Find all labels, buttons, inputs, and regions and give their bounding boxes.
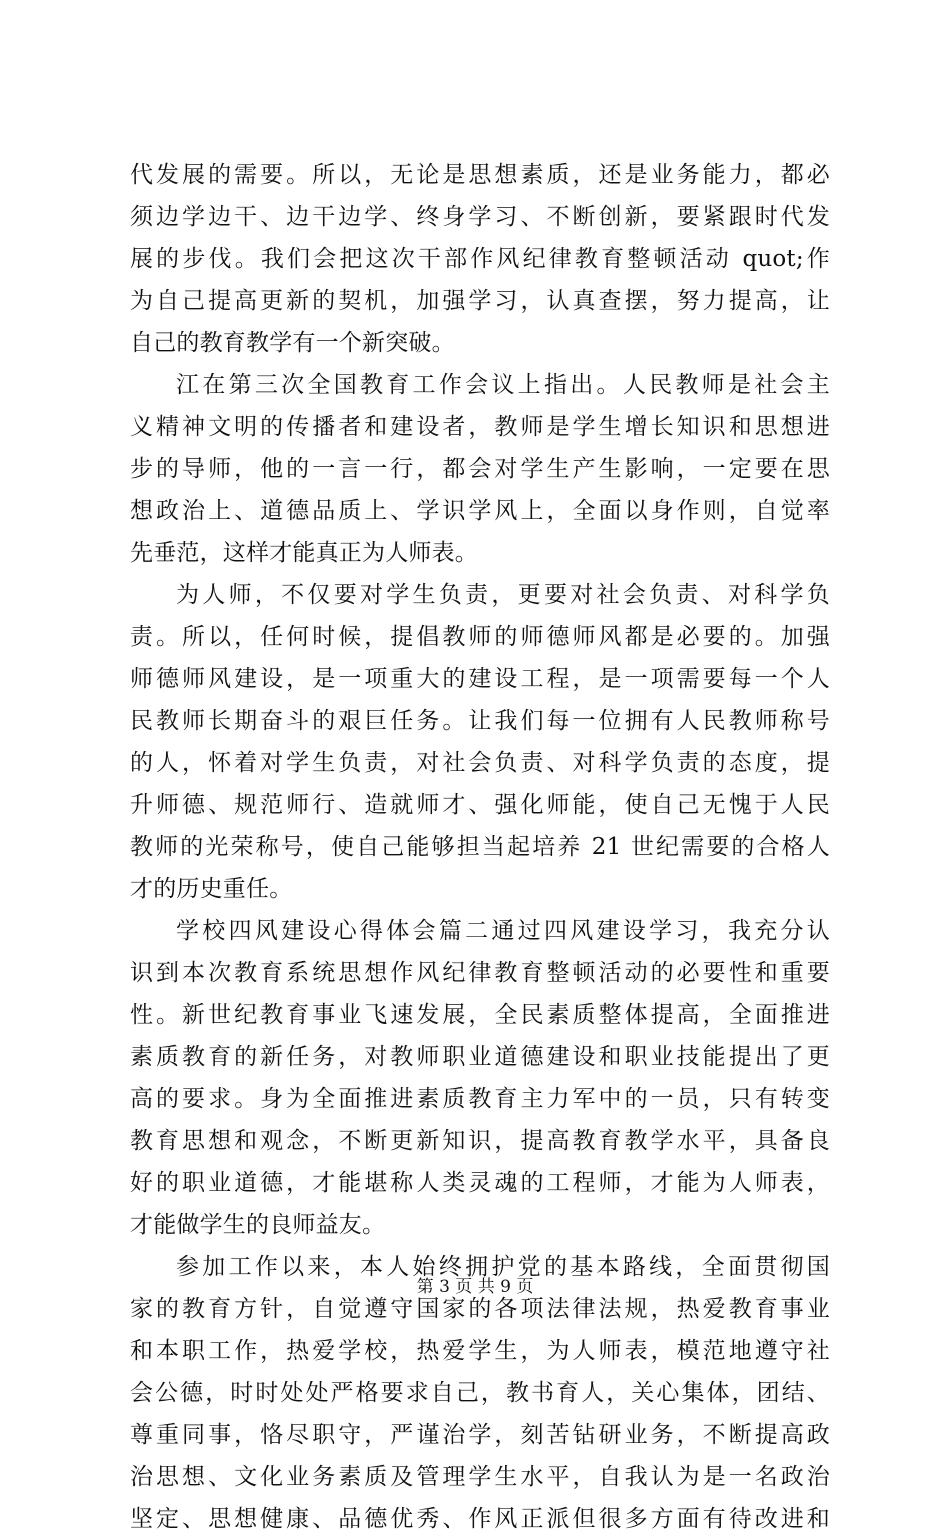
text-line: 治思想、文化业务素质及管理学生水平，自我认为是一名政治 <box>130 1464 830 1490</box>
text-line: 才能做学生的良师益友。 <box>130 1212 386 1238</box>
text-line: 识到本次教育系统思想作风纪律教育整顿活动的必要性和重要 <box>130 960 830 986</box>
text-line: 展的步伐。我们会把这次干部作风纪律教育整顿活动 quot;作 <box>130 246 830 272</box>
text-line: 教育思想和观念，不断更新知识，提高教育教学水平，具备良 <box>130 1128 830 1154</box>
text-line: 教师的光荣称号，使自己能够担当起培养 21 世纪需要的合格人 <box>130 834 830 860</box>
page-footer: 第 3 页 共 9 页 <box>416 1277 534 1297</box>
text-line: 尊重同事，恪尽职守，严谨治学，刻苦钻研业务，不断提高政 <box>130 1422 830 1448</box>
text-line: 的人，怀着对学生负责，对社会负责、对科学负责的态度，提 <box>130 750 830 776</box>
text-line: 高的要求。身为全面推进素质教育主力军中的一员，只有转变 <box>130 1086 830 1112</box>
text-line: 素质教育的新任务，对教师职业道德建设和职业技能提出了更 <box>130 1044 830 1070</box>
text-line: 坚定、思想健康、品德优秀、作风正派但很多方面有待改进和 <box>130 1506 830 1532</box>
text-line: 义精神文明的传播者和建设者，教师是学生增长知识和思想进 <box>130 414 830 440</box>
text-line: 民教师长期奋斗的艰巨任务。让我们每一位拥有人民教师称号 <box>130 708 830 734</box>
text-line: 想政治上、道德品质上、学识学风上，全面以身作则，自觉率 <box>130 498 830 524</box>
text-line: 自己的教育教学有一个新突破。 <box>130 330 455 356</box>
text-line: 升师德、规范师行、造就师才、强化师能，使自己无愧于人民 <box>130 792 830 818</box>
text-line: 江在第三次全国教育工作会议上指出。人民教师是社会主 <box>176 372 830 398</box>
text-line: 好的职业道德，才能堪称人类灵魂的工程师，才能为人师表， <box>130 1170 830 1196</box>
text-line: 为自己提高更新的契机，加强学习，认真查摆，努力提高，让 <box>130 288 830 314</box>
text-line: 学校四风建设心得体会篇二通过四风建设学习，我充分认 <box>176 918 830 944</box>
text-line: 才的历史重任。 <box>130 876 293 902</box>
text-line: 家的教育方针，自觉遵守国家的各项法律法规，热爱教育事业 <box>130 1296 830 1322</box>
text-line: 步的导师，他的一言一行，都会对学生产生影响，一定要在思 <box>130 456 830 482</box>
text-line: 会公德，时时处处严格要求自己，教书育人，关心集体，团结、 <box>130 1380 830 1406</box>
text-line: 师德师风建设，是一项重大的建设工程，是一项需要每一个人 <box>130 666 830 692</box>
text-line: 须边学边干、边干边学、终身学习、不断创新，要紧跟时代发 <box>130 204 830 230</box>
document-body <box>130 154 830 1540</box>
text-line: 为人师，不仅要对学生负责，更要对社会负责、对科学负 <box>176 582 830 608</box>
text-line: 参加工作以来，本人始终拥护党的基本路线，全面贯彻国 <box>176 1254 830 1280</box>
text-line: 和本职工作，热爱学校，热爱学生，为人师表，模范地遵守社 <box>130 1338 830 1364</box>
text-line: 代发展的需要。所以，无论是思想素质，还是业务能力，都必 <box>130 162 830 188</box>
text-line: 性。新世纪教育事业飞速发展，全民素质整体提高，全面推进 <box>130 1002 830 1028</box>
text-line: 先垂范，这样才能真正为人师表。 <box>130 540 478 566</box>
text-line: 责。所以，任何时候，提倡教师的师德师风都是必要的。加强 <box>130 624 830 650</box>
